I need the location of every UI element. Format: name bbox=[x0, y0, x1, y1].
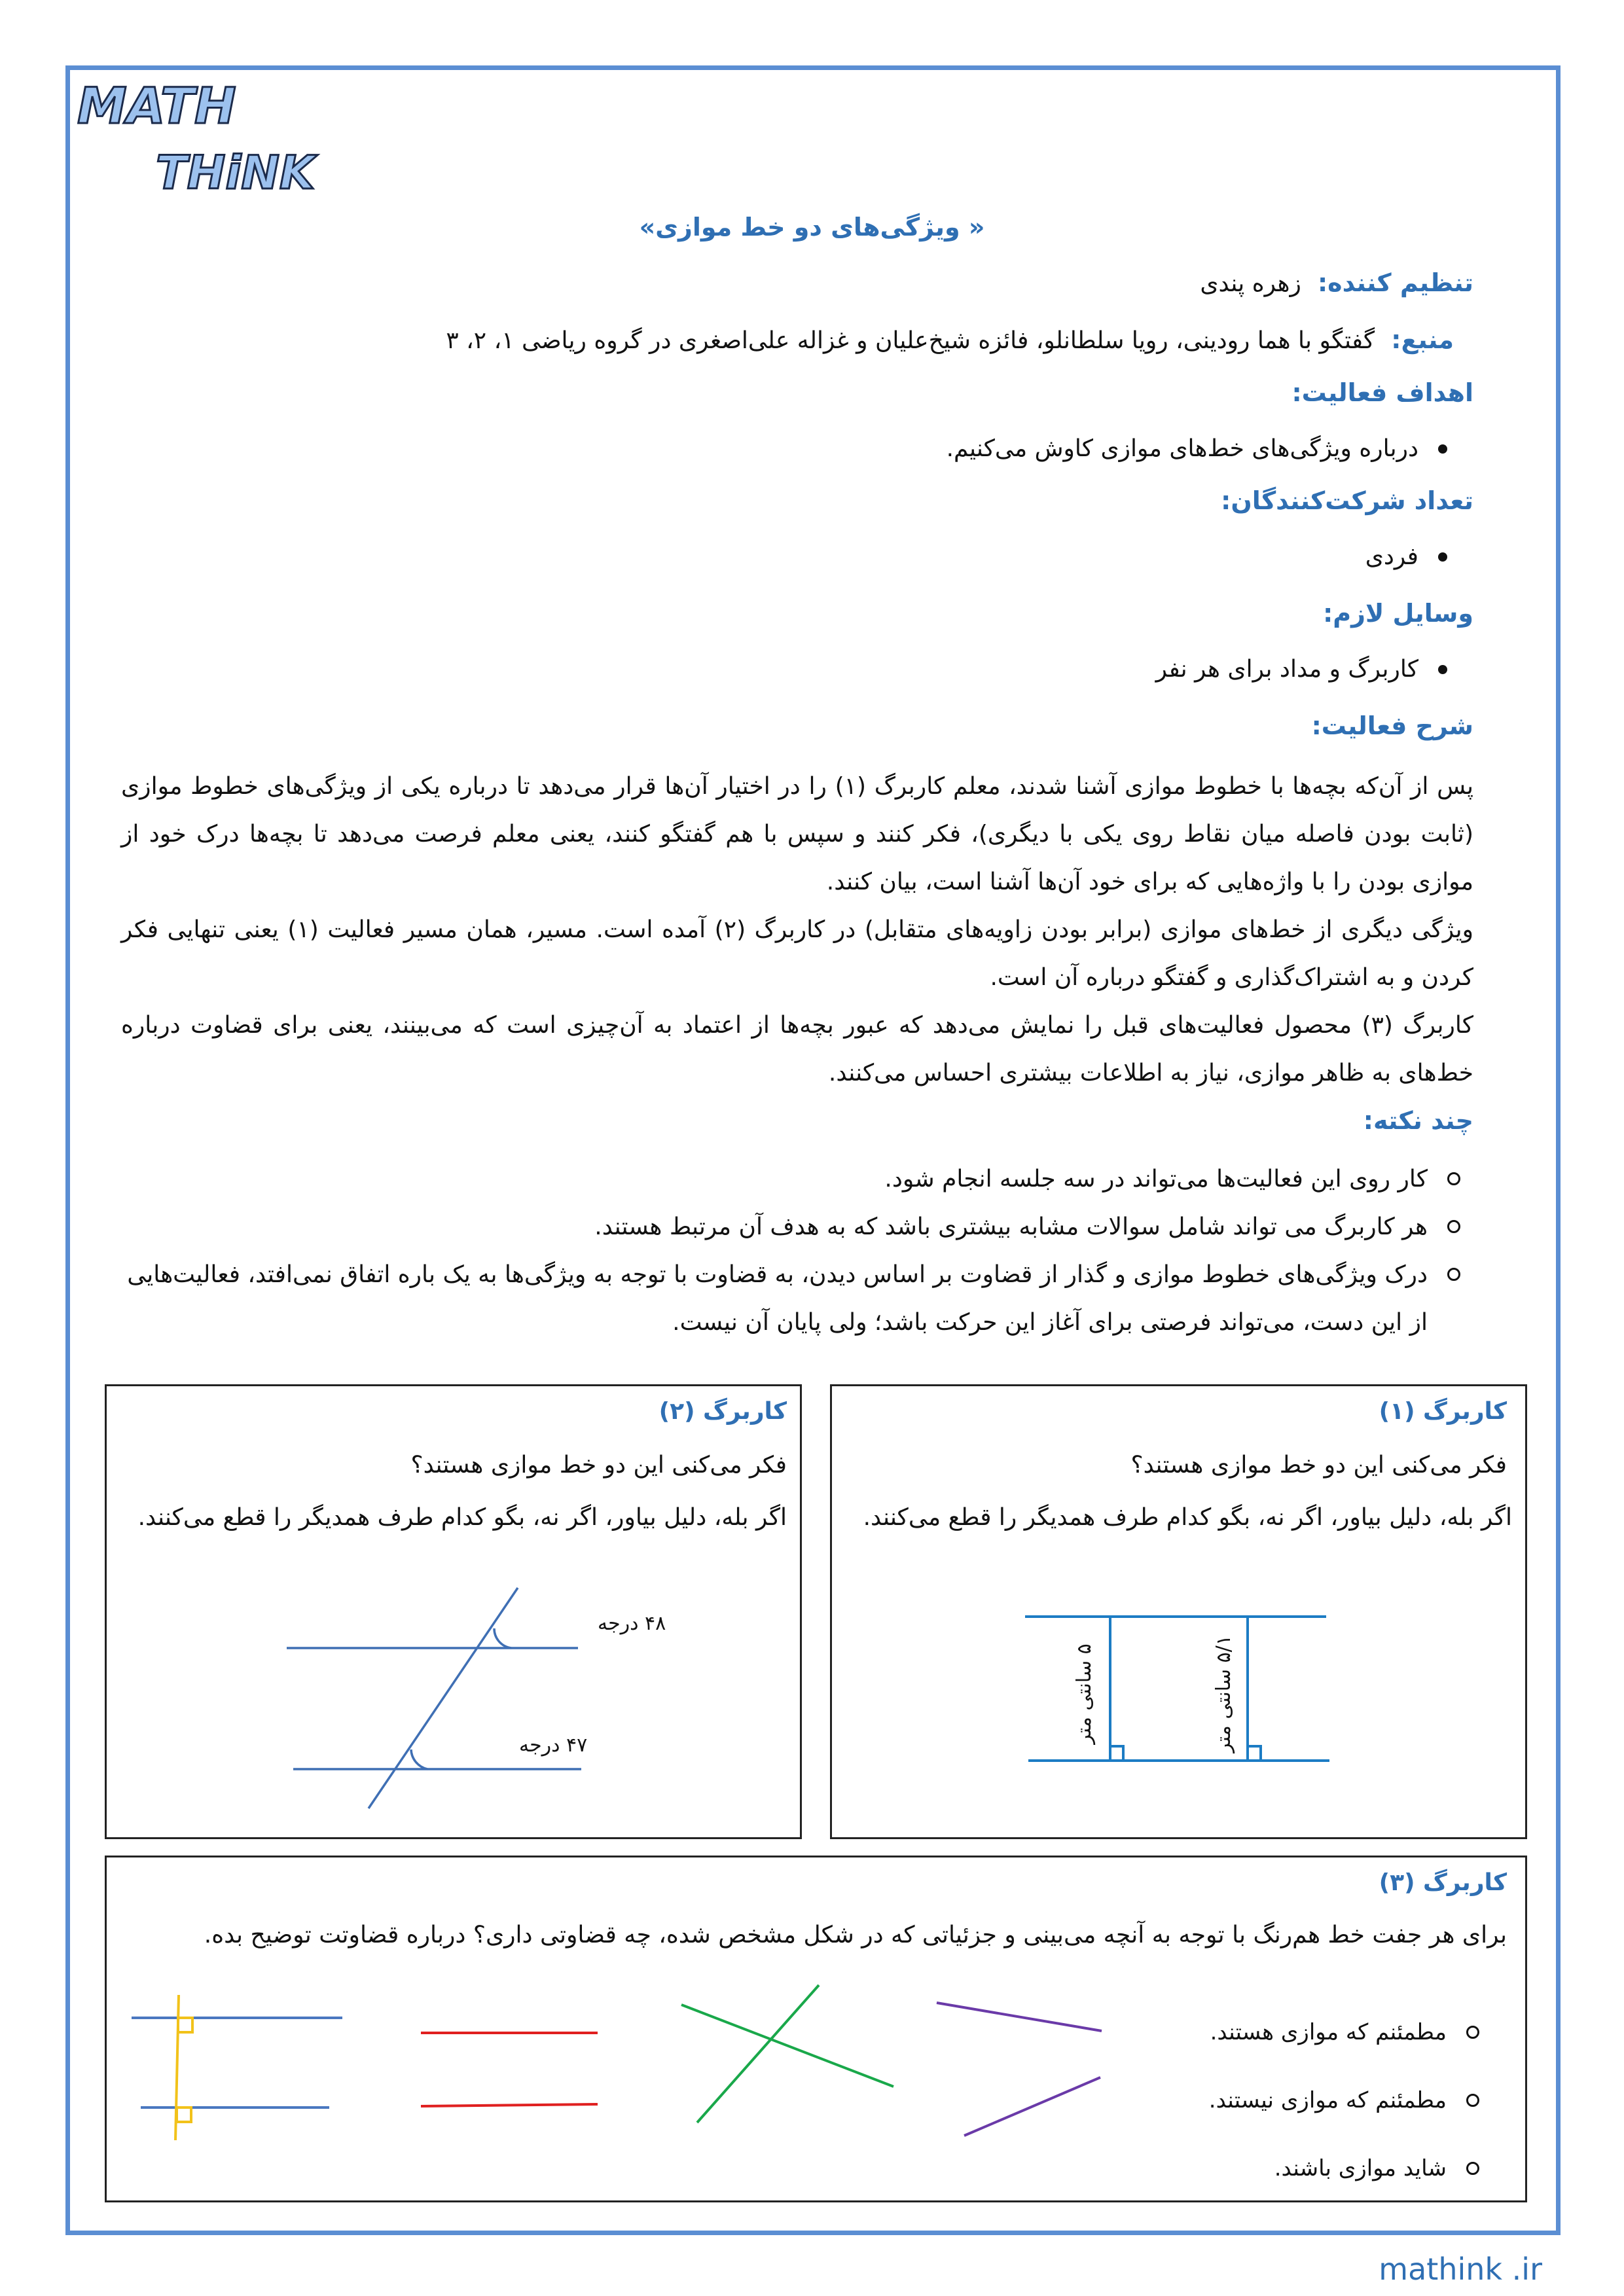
notes-list bbox=[121, 1155, 1460, 1346]
worksheet-3-title: کاربرگ (۳) bbox=[1379, 1869, 1507, 1896]
note-text: کار روی این فعالیت‌ها می‌تواند در سه جلسه انجام شود. bbox=[884, 1166, 1428, 1193]
option-item[interactable] bbox=[1209, 2134, 1479, 2202]
goals-item-text: درباره ویژگی‌های خط‌های موازی کاوش می‌کنیم. bbox=[946, 435, 1418, 462]
worksheet-2-title: کاربرگ (۲) bbox=[659, 1398, 787, 1425]
right-angle-mark-icon bbox=[177, 2108, 191, 2122]
source-row bbox=[446, 325, 1454, 354]
note-item bbox=[121, 1155, 1460, 1203]
option-item[interactable] bbox=[1209, 1998, 1479, 2066]
organizer-value: زهره پندی bbox=[1200, 270, 1301, 297]
description-heading: شرح فعالیت: bbox=[1311, 711, 1473, 740]
worksheet-1-box bbox=[830, 1384, 1527, 1839]
worksheet-2-question: فکر می‌کنی این دو خط موازی هستند؟ bbox=[410, 1452, 787, 1479]
source-value: گفتگو با هما رودینی، رویا سلطانلو، فائزه شیخ‌علیان و غزاله علی‌اصغری در گروه ریاضی ۱، ۲، ۳ bbox=[446, 327, 1375, 354]
participants-item-text: فردی bbox=[1365, 543, 1418, 570]
logo-line2: THiNK bbox=[156, 146, 316, 200]
description-paragraph: ویژگی دیگری از خط‌های موازی (برابر بودن زاویه‌های متقابل) در کاربرگ (۲) آمده است. مسیر، همان مسیر فعالیت (۱) یعنی تنهایی فکر کردن و به اشتراک‌گذاری و گفتگو درباره آن است. bbox=[121, 916, 1473, 991]
bullet-dot-icon bbox=[1438, 444, 1447, 454]
green-line-a bbox=[681, 2005, 893, 2087]
right-measure-label: ۵/۱ سانتی متر bbox=[1212, 1635, 1235, 1753]
purple-line-b bbox=[964, 2077, 1100, 2136]
logo-line1: MATH bbox=[77, 77, 236, 135]
bottom-angle-label: ۴۷ درجه bbox=[519, 1734, 588, 1757]
circle-bullet-icon bbox=[1447, 1220, 1460, 1233]
materials-item-text: کاربرگ و مداد برای هر نفر bbox=[1155, 656, 1418, 683]
option-item[interactable] bbox=[1209, 2066, 1479, 2134]
circle-bullet-icon bbox=[1447, 1172, 1460, 1185]
option-label: مطمئنم که موازی نیستند. bbox=[1208, 2087, 1447, 2113]
option-label: شاید موازی باشند. bbox=[1274, 2155, 1447, 2181]
right-angle-mark-icon bbox=[1110, 1746, 1123, 1761]
top-angle-label: ۴۸ درجه bbox=[598, 1612, 666, 1635]
math-think-logo bbox=[77, 77, 339, 208]
worksheet-1-instruction: اگر بله، دلیل بیاور، اگر نه، بگو کدام طرف همدیگر را قطع می‌کنند. bbox=[863, 1504, 1512, 1531]
right-angle-mark-icon bbox=[1248, 1746, 1261, 1761]
description-paragraph: کاربرگ (۳) محصول فعالیت‌های قبل را نمایش می‌دهد که عبور بچه‌ها از اعتماد به آن‌چیزی است که می‌بینند، یعنی برای قضاوت درباره خط‌های به ظاهر موازی، نیاز به اطلاعات بیشتری احساس می‌کنند. bbox=[121, 1012, 1474, 1086]
bullet-dot-icon bbox=[1438, 665, 1447, 674]
radio-circle-icon[interactable] bbox=[1466, 2094, 1479, 2107]
angle-arc-icon bbox=[411, 1749, 427, 1769]
worksheet-2-box bbox=[105, 1384, 802, 1839]
worksheet-3-instruction: برای هر جفت خط هم‌رنگ با توجه به آنچه می‌بینی و جزئیاتی که در شکل مشخص شده، چه قضاوتی داری؟ درباره قضاوتت توضیح بده. bbox=[204, 1922, 1507, 1948]
goals-item bbox=[947, 435, 1447, 462]
right-angle-mark-icon bbox=[178, 2018, 192, 2032]
description-body bbox=[121, 762, 1473, 1097]
page-title: « ویژگی‌های دو خط موازی» bbox=[639, 213, 985, 242]
worksheet-1-diagram bbox=[832, 1386, 1525, 1837]
circle-bullet-icon bbox=[1447, 1268, 1460, 1281]
note-text: درک ویژگی‌های خطوط موازی و گذار از قضاوت بر اساس دیدن، به قضاوت با توجه به ویژگی‌ها به یک باره اتفاق نمی‌افتد، فعالیت‌هایی از این دست، می‌تواند فرصتی برای آغاز این حرکت باشد؛ ولی پایان آن نیست. bbox=[127, 1261, 1428, 1336]
green-line-b bbox=[697, 1985, 819, 2123]
goals-heading: اهداف فعالیت: bbox=[1291, 378, 1473, 407]
angle-arc-icon bbox=[494, 1628, 511, 1648]
notes-heading: چند نکته: bbox=[1363, 1106, 1473, 1135]
bullet-dot-icon bbox=[1438, 552, 1447, 562]
worksheet-1-title: کاربرگ (۱) bbox=[1379, 1398, 1507, 1425]
purple-line-a bbox=[937, 2003, 1102, 2031]
red-line-bottom bbox=[421, 2104, 598, 2106]
radio-circle-icon[interactable] bbox=[1466, 2162, 1479, 2175]
footer-site[interactable]: mathink .ir bbox=[1379, 2251, 1542, 2287]
note-text: هر کاربرگ می تواند شامل سوالات مشابه بیشتری باشد که به هدف آن مرتبط هستند. bbox=[594, 1213, 1428, 1240]
worksheet-2-diagram bbox=[107, 1386, 800, 1837]
radio-circle-icon[interactable] bbox=[1466, 2026, 1479, 2039]
worksheet-2-instruction: اگر بله، دلیل بیاور، اگر نه، بگو کدام طرف همدیگر را قطع می‌کنند. bbox=[137, 1504, 787, 1531]
worksheet-3-diagram bbox=[107, 1857, 1154, 2200]
worksheet-3-box bbox=[105, 1856, 1527, 2202]
description-paragraph: پس از آن‌که بچه‌ها با خطوط موازی آشنا شدند، معلم کاربرگ (۱) را در اختیار آن‌ها قرار می‌دهد تا درباره یکی از ویژگی‌های خطوط موازی (ثابت بودن فاصله میان نقاط روی یکی با دیگری)، فکر کنند و سپس با هم گفتگو کنند، یعنی معلم فرصت می‌دهد تا بچه‌ها درک خود از موازی بودن را با واژه‌هایی که برای خود آن‌ها آشنا است، بیان کنند. bbox=[121, 773, 1473, 895]
participants-heading: تعداد شرکت‌کنندگان: bbox=[1221, 486, 1473, 515]
organizer-label: تنظیم کننده: bbox=[1317, 268, 1473, 297]
organizer-row bbox=[1200, 268, 1473, 297]
option-label: مطمئنم که موازی هستند. bbox=[1210, 2019, 1447, 2045]
worksheet-1-question: فکر می‌کنی این دو خط موازی هستند؟ bbox=[1130, 1452, 1507, 1479]
judgment-options bbox=[1209, 1998, 1479, 2202]
note-item bbox=[121, 1203, 1460, 1251]
left-measure-label: ۵ سانتی متر bbox=[1073, 1643, 1096, 1744]
participants-item bbox=[1365, 543, 1447, 570]
transversal-line bbox=[369, 1588, 518, 1808]
source-label: منبع: bbox=[1391, 325, 1454, 354]
materials-heading: وسایل لازم: bbox=[1323, 599, 1473, 628]
materials-item bbox=[1156, 656, 1447, 683]
note-item bbox=[121, 1251, 1460, 1346]
